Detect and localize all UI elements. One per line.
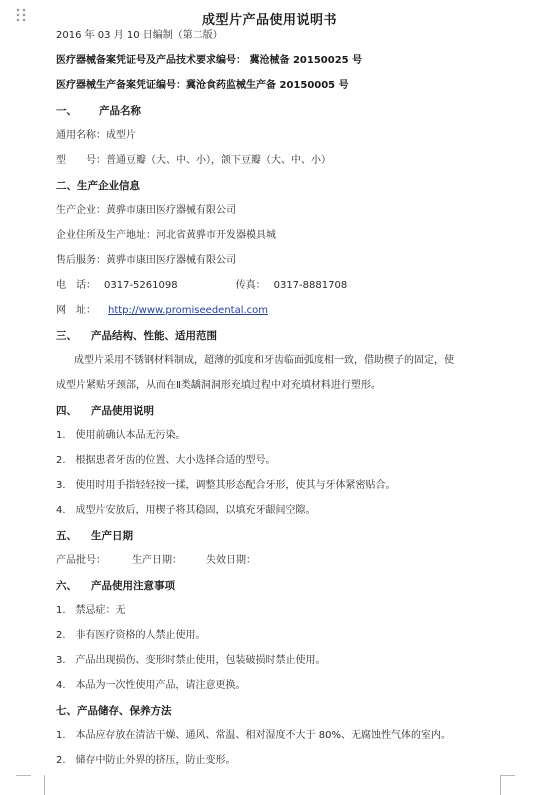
common-name-line: 通用名称：成型片 (56, 130, 136, 141)
phone-label: 电 话： (56, 280, 96, 291)
page-corner-mark-right-line (500, 775, 515, 776)
section-3-number: 三、 (56, 330, 77, 342)
section-6-heading (56, 579, 175, 593)
section-3-heading (56, 329, 217, 343)
page-corner-mark-right (500, 775, 515, 795)
precaution-item: 3. 产品出现损伤、变形时禁止使用，包装破损时禁止使用。 (56, 655, 326, 666)
section-1-title: 产品名称 (99, 105, 141, 117)
after-sales-line: 售后服务：黄骅市康田医疗器械有限公司 (56, 255, 236, 266)
usage-item: 2. 根据患者牙齿的位置、大小选择合适的型号。 (56, 455, 276, 466)
section-4-title: 产品使用说明 (91, 405, 154, 417)
section-3-title: 产品结构、性能、适用范围 (91, 330, 217, 342)
section-3-paragraph-line-1: 成型片采用不锈钢材料制成，超薄的弧度和牙齿临面弧度相一致，借助楔子的固定，使 (74, 355, 454, 366)
section-5-heading (56, 529, 133, 543)
page-corner-mark-left (30, 775, 45, 795)
usage-item: 4. 成型片安放后，用楔子将其稳固，以填充牙龈间空隙。 (56, 505, 316, 516)
edition-line: 2016 年 03 月 10 日编制（第二版） (56, 30, 223, 41)
phone-value: 0317-5261098 (104, 280, 178, 291)
contact-line (56, 279, 347, 293)
usage-item: 3. 使用时用手指轻轻按一揉，调整其形态配合牙形，使其与牙体紧密贴合。 (56, 480, 396, 491)
production-info-line (56, 554, 256, 568)
section-1-heading (56, 104, 141, 118)
storage-item: 2. 储存中防止外界的挤压，防止变形。 (56, 755, 236, 766)
section-6-number: 六、 (56, 580, 77, 592)
section-2-heading: 二、生产企业信息 (56, 180, 140, 192)
section-6-title: 产品使用注意事项 (91, 580, 175, 592)
model-value: 普通豆瓣（大、中、小），颌下豆瓣（大、中、小） (106, 155, 331, 166)
section-1-number: 一、 (56, 105, 77, 117)
precaution-item: 1. 禁忌症：无 (56, 605, 126, 616)
fax-label: 传真： (235, 280, 266, 291)
production-record-line: 医疗器械生产备案凭证编号：冀沧食药监械生产备 20150005 号 (56, 80, 349, 91)
website-line (56, 304, 268, 318)
precaution-item: 2. 非有医疗资格的人禁止使用。 (56, 630, 206, 641)
website-label: 网 址： (56, 305, 96, 316)
address-line: 企业住所及生产地址：河北省黄骅市开发器模具城 (56, 230, 276, 241)
page-corner-mark-left-line (16, 775, 31, 776)
model-line (56, 154, 331, 168)
precaution-item: 4. 本品为一次性使用产品，请注意更换。 (56, 680, 246, 691)
fax-value: 0317-8881708 (273, 280, 348, 291)
expiry-date-label: 失效日期： (206, 555, 256, 566)
producer-line: 生产企业：黄骅市康田医疗器械有限公司 (56, 205, 236, 216)
document-title: 成型片产品使用说明书 (201, 13, 337, 28)
usage-item: 1. 使用前确认本品无污染。 (56, 430, 186, 441)
website-link[interactable]: http://www.promiseedental.com (108, 305, 269, 316)
section-5-number: 五、 (56, 530, 77, 542)
model-label: 型 号： (56, 155, 106, 166)
section-4-heading (56, 404, 154, 418)
production-date-label: 生产日期： (132, 555, 182, 566)
batch-number-label: 产品批号： (56, 555, 106, 566)
section-7-heading: 七、产品储存、保养方法 (56, 705, 172, 717)
section-5-title: 生产日期 (91, 530, 133, 542)
section-4-number: 四、 (56, 405, 77, 417)
storage-item: 1. 本品应存放在清洁干燥、通风、常温、相对湿度不大于 80%、无腐蚀性气体的室内。 (56, 730, 451, 741)
section-3-paragraph-line-2: 成型片紧贴牙颈部，从而在Ⅱ类龋洞洞形充填过程中对充填材料进行塑形。 (56, 380, 381, 391)
registration-line: 医疗器械备案凭证号及产品技术要求编号： 冀沧械备 20150025 号 (56, 55, 363, 66)
